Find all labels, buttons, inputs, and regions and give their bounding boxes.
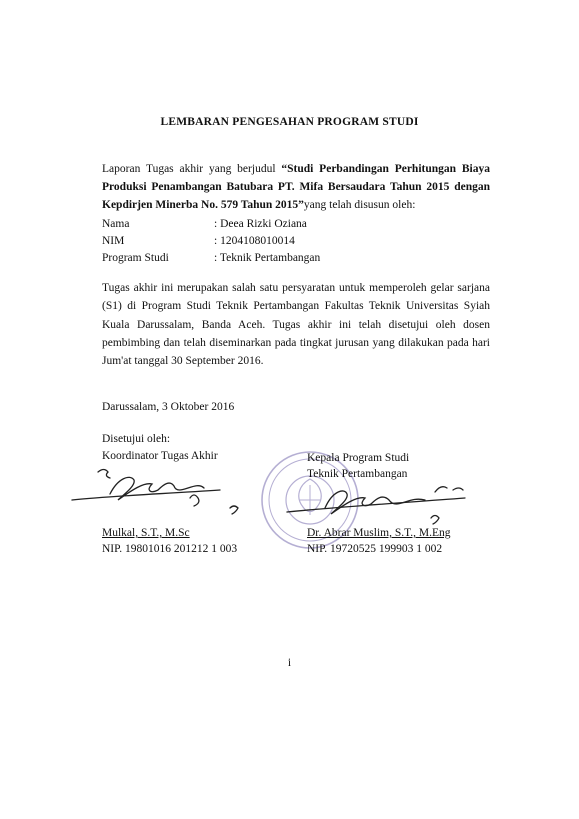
coordinator-signature <box>70 460 270 530</box>
approval-paragraph: Tugas akhir ini merupakan salah satu persyaratan untuk memperoleh gelar sarjana (S1) di Program Studi Teknik Pertambangan Fakultas Teknik Universitas Syiah Kuala Darussalam, Banda Aceh. Tugas akhir ini telah disetujui oleh dosen pembimbing dan telah diseminarkan pada tingkat jurusan yang dilakukan pada hari Jum'at tanggal 30 September 2016. <box>102 282 490 368</box>
study-program-label: Program Studi <box>102 252 169 264</box>
student-nim-value: : 1204108010014 <box>214 235 295 247</box>
intro-paragraph <box>102 160 490 214</box>
intro-prefix: Laporan Tugas akhir yang berjudul <box>102 163 282 175</box>
student-info-row <box>102 250 320 267</box>
coordinator-role: Koordinator Tugas Akhir <box>102 450 218 462</box>
place-date: Darussalam, 3 Oktober 2016 <box>102 401 235 413</box>
report-title: “Studi Perbandingan Perhitungan Biaya Produksi Penambangan Batubara PT. Mifa Bersaudara Tahun 2015 dengan Kepdirjen Minerba No. 579 Tahun 2015” <box>102 163 490 211</box>
head-role-line1: Kepala Program Studi <box>307 452 410 464</box>
intro-suffix: yang telah disusun oleh: <box>303 199 416 211</box>
coordinator-name: Mulkal, S.T., M.Sc <box>102 527 190 539</box>
page-number: i <box>287 657 292 669</box>
approved-by-label: Disetujui oleh: <box>102 433 171 445</box>
study-program-value: : Teknik Pertambangan <box>214 252 321 264</box>
student-name-label: Nama <box>102 218 130 230</box>
head-role-line2: Teknik Pertambangan <box>307 468 408 480</box>
student-info-row <box>102 233 320 250</box>
head-name: Dr. Abrar Muslim, S.T., M.Eng <box>307 527 451 539</box>
student-name-value: : Deea Rizki Oziana <box>214 218 307 230</box>
head-nip: NIP. 19720525 199903 1 002 <box>307 543 443 555</box>
page-title: LEMBARAN PENGESAHAN PROGRAM STUDI <box>160 116 419 128</box>
coordinator-nip: NIP. 19801016 201212 1 003 <box>102 543 238 555</box>
student-nim-label: NIM <box>102 235 125 247</box>
student-info-row <box>102 216 320 233</box>
student-info <box>102 216 320 267</box>
